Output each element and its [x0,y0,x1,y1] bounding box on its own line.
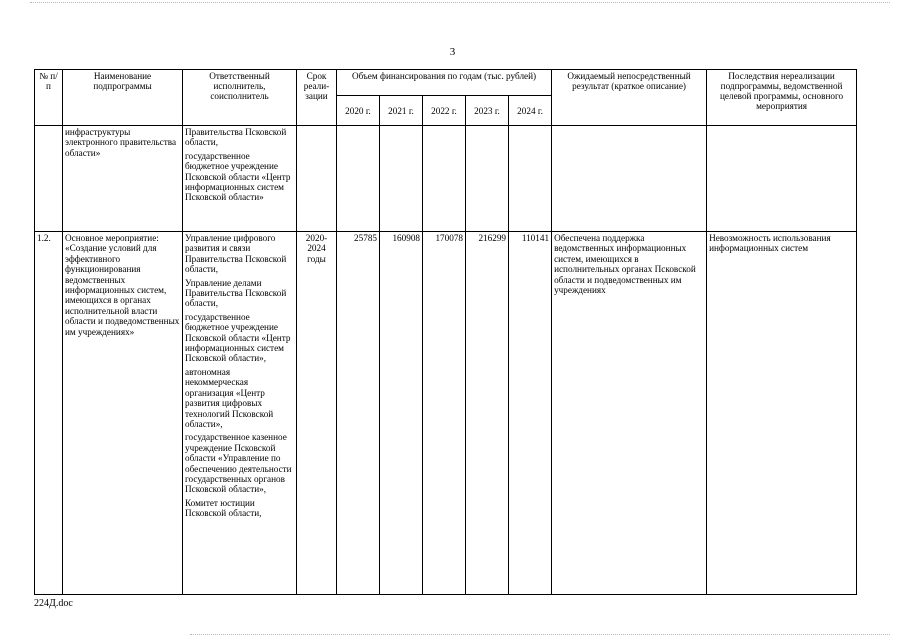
executor-item: государственное казенное учреждение Псковской области «Управление по обеспечению деятельности государственных органов Псковской области», [185,432,292,495]
row-value-2024: 110141 [509,232,552,595]
row-consequences [707,126,857,232]
header-consequences: Последствия нереализации подпрограммы, ведомственной целевой программы, основного мероприятия [707,70,857,126]
table-row [35,126,857,232]
row-term: 2020-2024 годы [297,232,337,595]
executor-item: Комитет юстиции Псковской области, [185,497,262,519]
header-funding: Объем финансирования по годам (тыс. рублей) [337,70,552,96]
executor-item: автономная некоммерческая организация «Центр развития цифровых технологий Псковской области», [185,366,274,429]
row-value-2022 [423,126,466,232]
header-executor: Ответственный исполнитель, соисполнитель [183,70,297,126]
row-value-2024 [509,126,552,232]
header-year: 2022 г. [423,96,466,126]
header-num: № п/п [35,70,63,126]
header-term: Срок реали-зации [297,70,337,126]
header-year: 2024 г. [509,96,552,126]
table-row [35,232,857,595]
row-name: инфраструктуры электронного правительства области» [63,126,183,232]
row-num [35,126,63,232]
executor-item: Правительства Псковской области, [185,127,287,148]
executor-item: государственное бюджетное учреждение Псковской области «Центр информационных систем Псковской области» [185,150,291,203]
row-executors [183,232,297,595]
row-result: Обеспечена поддержка ведомственных информационных систем, имеющихся в исполнительных органах Псковской области и подведомственных им учреждениях [552,232,707,595]
scan-artifact-top [30,2,890,3]
row-consequences: Невозможность использования информационных систем [707,232,857,595]
row-result [552,126,707,232]
row-value-2022: 170078 [423,232,466,595]
row-value-2023: 216299 [466,232,509,595]
header-name: Наименование подпрограммы [63,70,183,126]
header-year: 2020 г. [337,96,380,126]
row-term [297,126,337,232]
executor-item: Управление делами Правительства Псковской области, [185,277,287,309]
footer-filename: 224Д.doc [34,598,73,609]
page-number: 3 [449,46,456,58]
row-name: Основное мероприятие: «Создание условий для эффективного функционирования ведомственных информационных систем, имеющихся в органах исполнительной власти области и подведомственных им учреждениях» [63,232,183,595]
row-value-2021: 160908 [380,232,423,595]
executor-item: Управление цифрового развития и связи Правительства Псковской области, [185,233,287,275]
header-year: 2021 г. [380,96,423,126]
row-executors [183,126,297,232]
row-value-2023 [466,126,509,232]
row-value-2020: 25785 [337,232,380,595]
scan-artifact-bottom [190,634,890,635]
row-value-2020 [337,126,380,232]
executor-item: государственное бюджетное учреждение Псковской области «Центр информационных систем Псковской области», [185,311,291,364]
row-value-2021 [380,126,423,232]
header-year: 2023 г. [466,96,509,126]
header-result: Ожидаемый непосредственный результат (краткое описание) [552,70,707,126]
program-table [34,69,856,595]
row-num: 1.2. [35,232,63,595]
